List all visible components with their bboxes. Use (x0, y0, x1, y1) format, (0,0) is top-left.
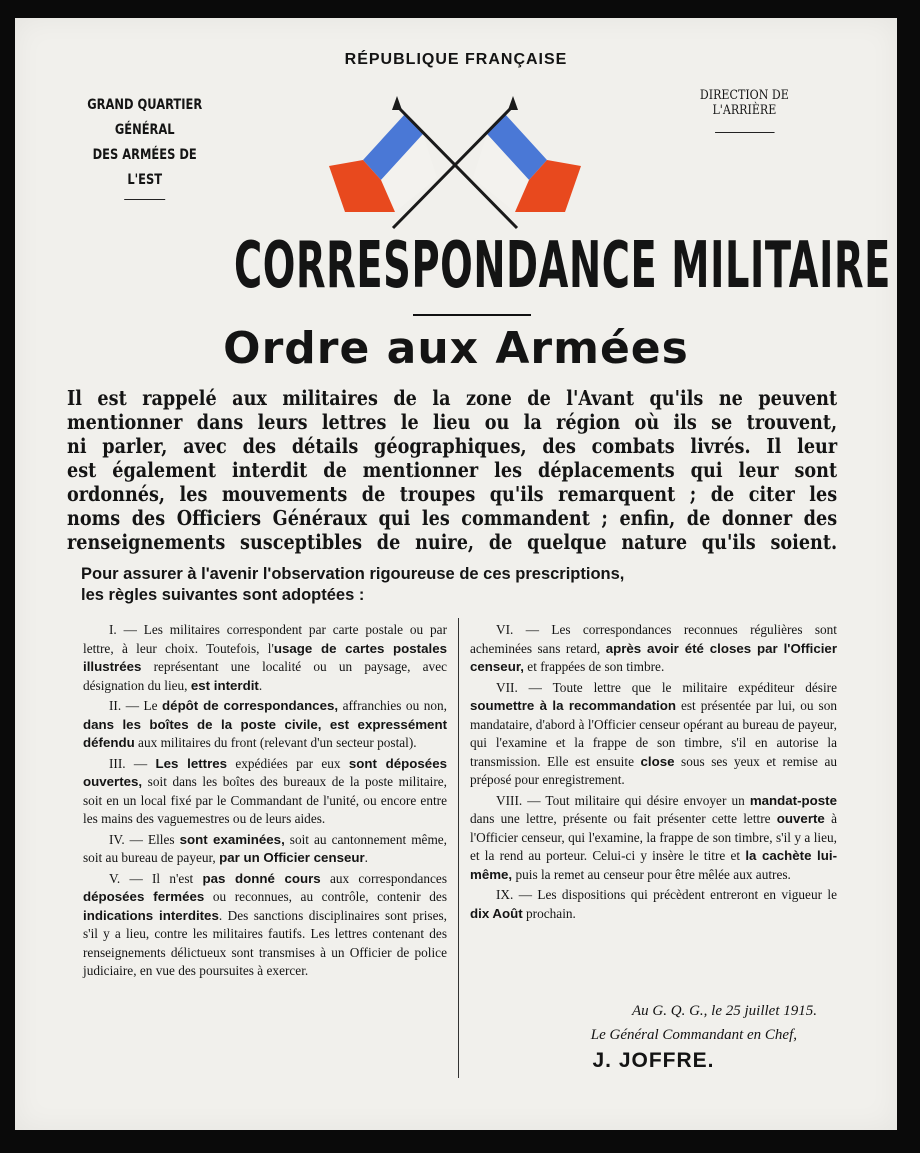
article-text: V. — Il n'est (109, 870, 203, 886)
article-text: puis la remet au censeur pour être mêlée aux autres. (512, 866, 791, 882)
emphasis-text: déposées fermées (83, 889, 205, 904)
article-text: I. — Les militaires correspondent par carte postale ou par lettre, à leur choix. Toutefois, l' (83, 622, 447, 656)
signature-date: Au G. Q. G., le 25 juillet 1915. (632, 1003, 817, 1019)
ornament-rule (124, 199, 165, 200)
emphasis-text: dans les boîtes de la poste civile, est expressément défendu (83, 716, 447, 750)
emphasis-text: indications interdites (83, 907, 219, 923)
article-6 (470, 621, 837, 677)
signature-name: J. JOFFRE. (592, 1049, 715, 1072)
article-text: aux militaires du front (relevant d'un secteur postal). (134, 735, 417, 750)
intro-line: mentionner dans leurs lettres le lieu ou la région où ils se trouvent, (67, 410, 838, 434)
issuer-line-2: DES ARMÉES DE L'EST (92, 147, 197, 188)
emphasis-text: par un Officier censeur (219, 850, 365, 865)
direction-block (670, 88, 819, 133)
article-text: III. — (109, 755, 156, 771)
article-text: IV. — Elles (109, 831, 180, 847)
articles-right-column (470, 621, 837, 925)
emphasis-text: sont déposées ouvertes, (83, 755, 447, 789)
article-9 (470, 886, 837, 923)
article-text: prochain. (522, 905, 576, 921)
crossed-flags-icon (325, 78, 585, 238)
article-text: à l'Officier censeur, qui l'examine, la frappe de son timbre, s'il y a lieu, et la rend au porteur. Celui-ci y insère le titre et (470, 811, 837, 863)
emphasis-text: dépôt de correspondances, (162, 698, 339, 713)
articles-left-column (83, 621, 447, 983)
poster-sheet (15, 18, 897, 1130)
intro-line: ordonnés, les mouvements de troupes qu'ils remarquent ; de citer les (67, 482, 838, 506)
emphasis-text: après avoir été closes par l'Officier censeur, (470, 640, 837, 674)
title-underline (413, 314, 531, 316)
emphasis-text: ouverte (776, 811, 825, 826)
article-text: est présentée par lui, ou son mandataire, d'abord à l'Officier censeur opérant au bureau de payeur, qui l'examine et la frappe de son timbre, s'il en autorise la transmission. Elle est ensuite (470, 698, 837, 769)
article-text: VII. — Toute lettre que le militaire expéditeur désire (496, 679, 837, 695)
emphasis-text: soumettre à la recommandation (470, 698, 676, 713)
column-divider (458, 618, 459, 1078)
emphasis-text: pas donné cours (202, 870, 321, 886)
article-4 (83, 831, 447, 868)
intro-line: noms des Officiers Généraux qui les commandent ; enfin, de donner des (67, 506, 838, 530)
emphasis-text: la cachète lui-même, (470, 848, 837, 882)
emphasis-text: Les lettres (155, 755, 228, 771)
lead-in-line-2: les règles suivantes sont adoptées : (81, 586, 365, 604)
intro-line: Il est rappelé aux militaires de la zone de l'Avant qu'ils ne peuvent (67, 386, 838, 410)
intro-line: ni parler, avec des détails géographiques, des combats livrés. Il leur (67, 434, 838, 458)
emphasis-text: usage de cartes postales illustrées (83, 640, 447, 674)
article-5 (83, 870, 447, 981)
article-1 (83, 621, 447, 695)
article-text: affranchies ou non, (338, 698, 448, 713)
article-7 (470, 679, 837, 790)
article-text: II. — Le (109, 698, 163, 713)
emphasis-text: mandat-poste (749, 792, 837, 808)
emphasis-text: close (640, 753, 675, 769)
article-text: aux correspondances (320, 870, 448, 886)
intro-paragraph (67, 386, 839, 554)
article-text: . (364, 850, 368, 865)
article-2 (83, 697, 447, 753)
article-text: représentant une localité ou un paysage, avec désignation du lieu, (83, 659, 447, 693)
signature-role: Le Général Commandant en Chef, (590, 1027, 797, 1043)
article-text: sous ses yeux et remise au préposé pour enregistrement. (470, 753, 837, 787)
article-text: ou reconnues, au contrôle, contenir des (204, 889, 447, 904)
article-3 (83, 755, 447, 829)
article-text: dans une lettre, présente ou fait présenter cette lettre (470, 811, 777, 826)
republique-heading: RÉPUBLIQUE FRANÇAISE (344, 51, 568, 68)
article-text: soit dans les boîtes des bureaux de la poste militaire, soit en un local fixé par le Commandant de l'unité, ou encore entre les mains des vaguemestres ou de leurs aides. (83, 774, 447, 826)
article-text: IX. — Les dispositions qui précèdent entreront en vigueur le (496, 887, 837, 902)
lead-in (81, 564, 841, 606)
issuer-line-1: GRAND QUARTIER GÉNÉRAL (87, 97, 203, 138)
article-text: . Des sanctions disciplinaires sont prises, s'il y a lieu, contre les militaires fautifs. Les lettres contenant des renseignements délictueux sont transmises à un Officier de police judiciaire, en vue des poursuites à exercer. (83, 907, 447, 978)
article-text: soit au cantonnement même, soit au bureau de payeur, (83, 831, 448, 865)
emphasis-text: est interdit (190, 677, 259, 693)
article-8 (470, 792, 837, 885)
issuer-block (75, 93, 214, 200)
intro-line: est également interdit de mentionner les déplacements qui leur sont (67, 458, 838, 482)
article-text: expédiées par eux (227, 755, 349, 771)
page-title: CORRESPONDANCE MILITAIRE (233, 229, 891, 303)
emphasis-text: sont examinées, (179, 831, 285, 847)
article-text: . (258, 677, 263, 693)
article-text: VI. — Les correspondances reconnues régulières sont acheminées sans retard, (470, 622, 837, 656)
page-subtitle: Ordre aux Armées (223, 323, 689, 374)
article-text: VIII. — Tout militaire qui désire envoyer un (496, 792, 750, 808)
lead-in-line-1: Pour assurer à l'avenir l'observation rigoureuse de ces prescriptions, (81, 565, 625, 583)
emphasis-text: dix Août (470, 905, 523, 921)
ornament-rule (715, 132, 775, 133)
direction-label: DIRECTION DE L'ARRIÈRE (699, 88, 789, 118)
article-text: et frappées de son timbre. (523, 659, 665, 674)
intro-line: renseignements susceptibles de nuire, de quelque nature qu'ils soient. (67, 530, 838, 554)
